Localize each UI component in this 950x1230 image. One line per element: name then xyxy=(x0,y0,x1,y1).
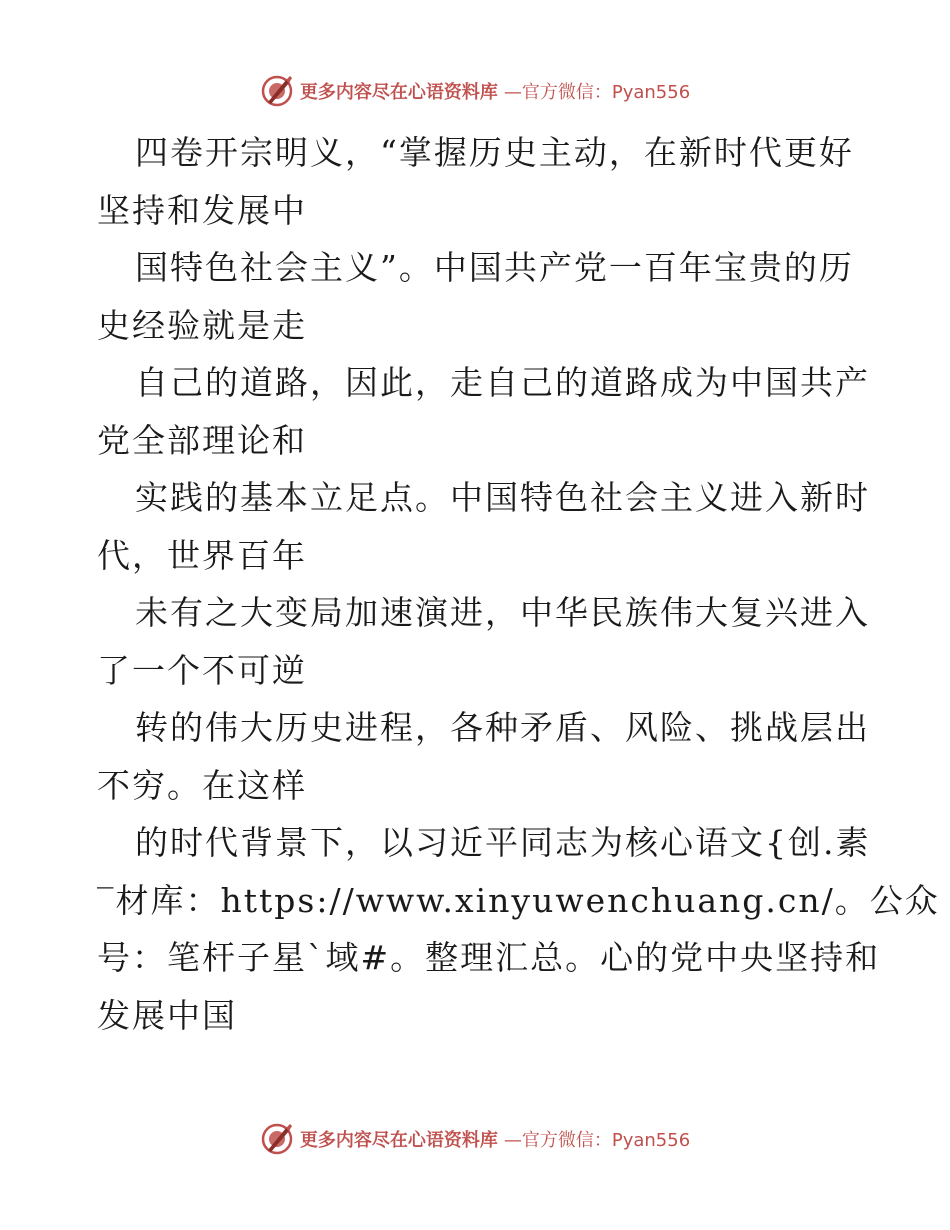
text-line: 号：笔杆子星`域#。整理汇总。心的党中央坚持和 xyxy=(97,938,881,977)
text-line: 自己的道路，因此，走自己的道路成为中国共产 xyxy=(135,363,870,402)
text-line: 了一个不可逆 xyxy=(97,650,307,690)
watermark-brand-text: 更多内容尽在心语资料库 xyxy=(299,1130,498,1151)
text-line: 的时代背景下，以习近平同志为核心语文{创.素 xyxy=(135,823,871,862)
watermark-contact-text: —官方微信：Pyan556 xyxy=(503,1130,691,1151)
text-line: 实践的基本立足点。中国特色社会主义进入新时 xyxy=(135,478,870,517)
text-line: 坚持和发展中 xyxy=(97,190,307,230)
text-line: 代，世界百年 xyxy=(97,535,307,575)
text-line: ‾材库：https://www.xinyuwenchuang.cn/。公众 xyxy=(97,880,940,920)
text-line: 史经验就是走 xyxy=(97,305,307,345)
text-line: 未有之大变局加速演进，中华民族伟大复兴进入 xyxy=(135,593,870,632)
header-watermark xyxy=(0,74,950,108)
pen-seal-icon xyxy=(260,74,294,108)
text-line: 转的伟大历史进程，各种矛盾、风险、挑战层出 xyxy=(135,708,870,747)
text-line: 党全部理论和 xyxy=(97,420,307,460)
watermark-contact-text: —官方微信：Pyan556 xyxy=(503,82,691,103)
pen-seal-icon xyxy=(260,1122,294,1156)
text-line: 发展中国 xyxy=(97,995,237,1035)
watermark-brand-text: 更多内容尽在心语资料库 xyxy=(299,82,498,103)
document-body xyxy=(97,124,940,1044)
text-line: 四卷开宗明义，“掌握历史主动，在新时代更好 xyxy=(135,133,854,172)
text-line: 国特色社会主义”。中国共产党一百年宝贵的历 xyxy=(135,248,854,287)
footer-watermark xyxy=(0,1122,950,1156)
text-line: 不穷。在这样 xyxy=(97,765,307,805)
